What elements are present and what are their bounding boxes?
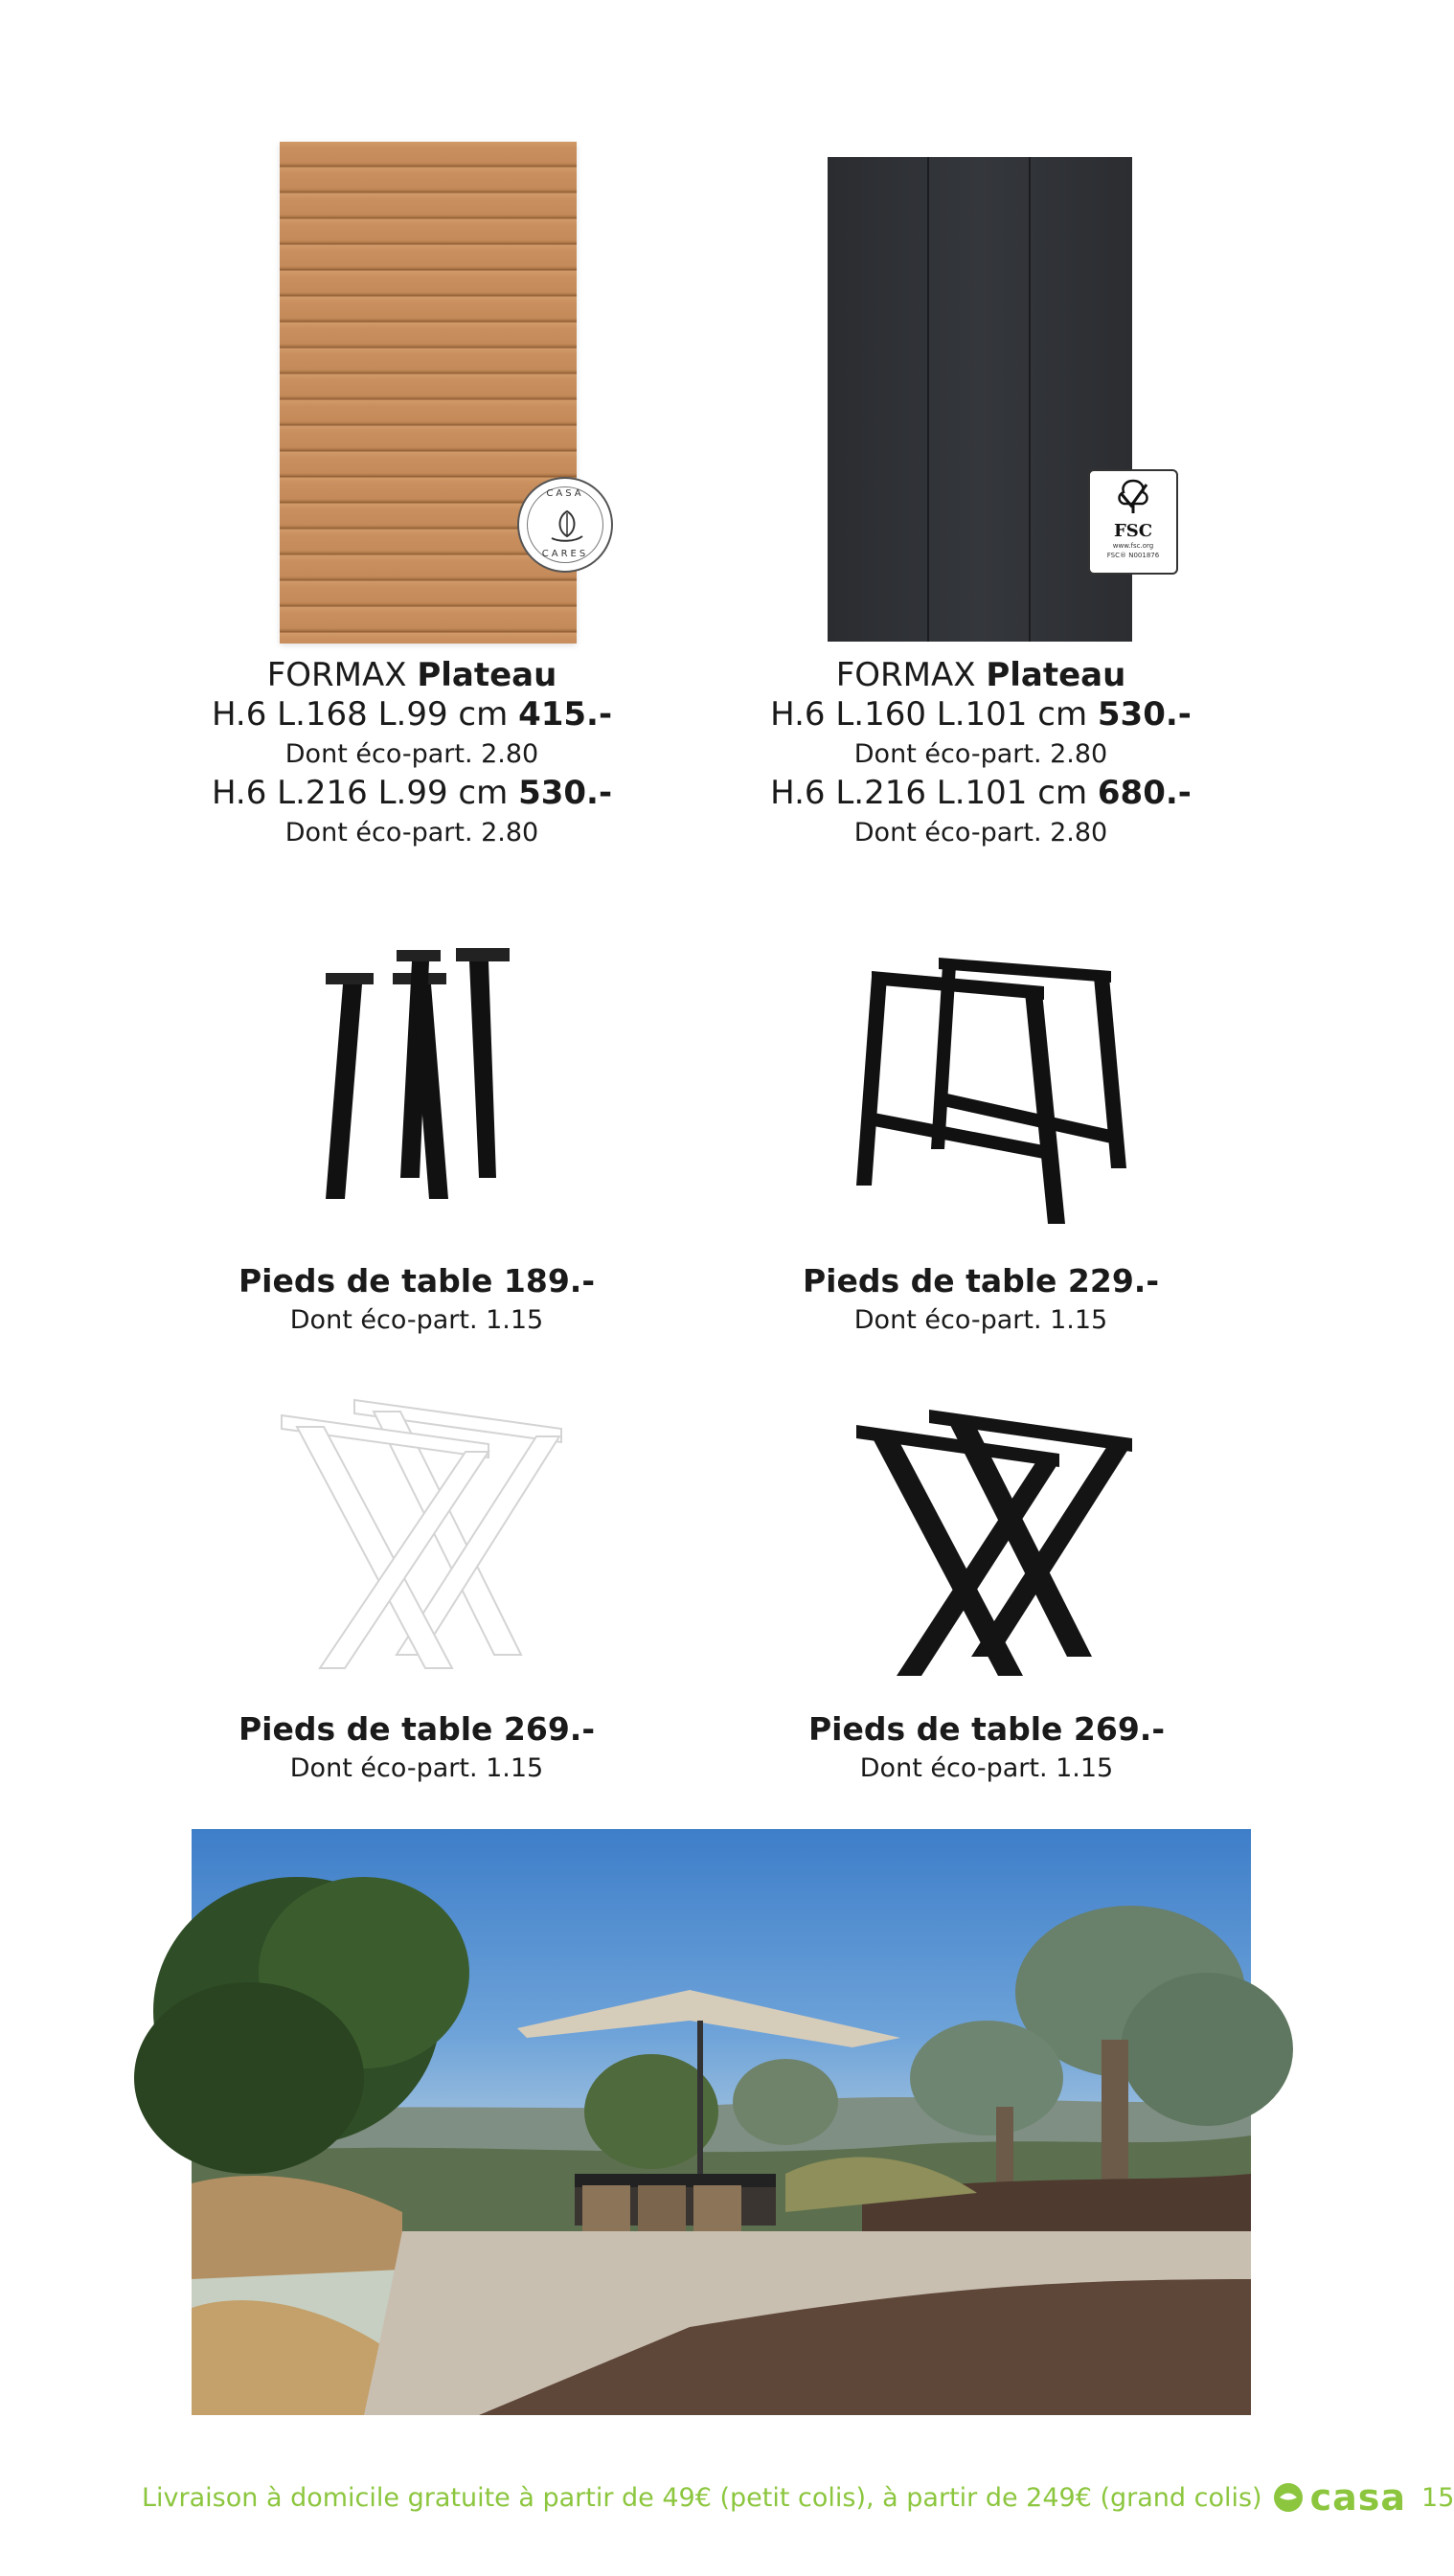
table-legs-x-black-image <box>852 1406 1140 1683</box>
table-legs-straight-image <box>316 938 527 1207</box>
formax-black-tabletop-image <box>828 157 1132 642</box>
product-size: H.6 L.168 L.99 cm <box>211 695 509 734</box>
garden-terrace-photo <box>192 1829 1251 2415</box>
legs-item-2: Pieds de table 229.- Dont éco-part. 1.15 <box>802 1262 1160 1335</box>
product-price: 415.- <box>518 695 613 734</box>
eco-participation: Dont éco-part. 2.80 <box>284 818 539 848</box>
product-type: Plateau <box>417 656 557 694</box>
legs-item-3: Pieds de table 269.- Dont éco-part. 1.15 <box>238 1710 596 1783</box>
casa-logo <box>1272 2476 1406 2519</box>
product-price: 680.- <box>1097 774 1192 813</box>
eco-participation: Dont éco-part. 2.80 <box>853 739 1108 770</box>
legs-item-1: Pieds de table 189.- Dont éco-part. 1.15 <box>238 1262 596 1335</box>
page-number: 15 <box>1421 2482 1454 2513</box>
delivery-info: Livraison à domicile gratuite à partir de 49€ (petit colis), à partir de 249€ (grand colis) <box>142 2482 1262 2513</box>
leaf-hand-icon <box>548 506 586 548</box>
product-size: H.6 L.216 L.101 cm <box>770 774 1088 813</box>
product-price: 530.- <box>1097 695 1192 734</box>
table-legs-trapezoid-image <box>852 948 1130 1226</box>
formax-wood-tabletop-image <box>280 142 577 644</box>
product-price: 530.- <box>518 774 613 813</box>
fsc-badge: FSC www.fsc.org FSC® N001876 <box>1088 469 1178 575</box>
product-size: H.6 L.216 L.99 cm <box>211 774 509 813</box>
table-legs-x-white-image <box>278 1398 575 1676</box>
fsc-tree-check-icon <box>1112 477 1154 515</box>
product-formax-wood <box>144 657 680 853</box>
product-brand: FORMAX <box>835 656 976 694</box>
product-type: Plateau <box>986 656 1126 694</box>
product-formax-black <box>713 657 1249 853</box>
product-size: H.6 L.160 L.101 cm <box>770 695 1088 734</box>
eco-participation: Dont éco-part. 2.80 <box>284 739 539 770</box>
footer-bar <box>142 2471 1454 2524</box>
casa-cares-badge: CASA CARES <box>517 477 613 573</box>
casa-logo-icon <box>1272 2481 1305 2514</box>
casa-wordmark: casa <box>1309 2476 1407 2519</box>
legs-item-4: Pieds de table 269.- Dont éco-part. 1.15 <box>807 1710 1166 1783</box>
eco-participation: Dont éco-part. 2.80 <box>853 818 1108 848</box>
product-brand: FORMAX <box>266 656 407 694</box>
